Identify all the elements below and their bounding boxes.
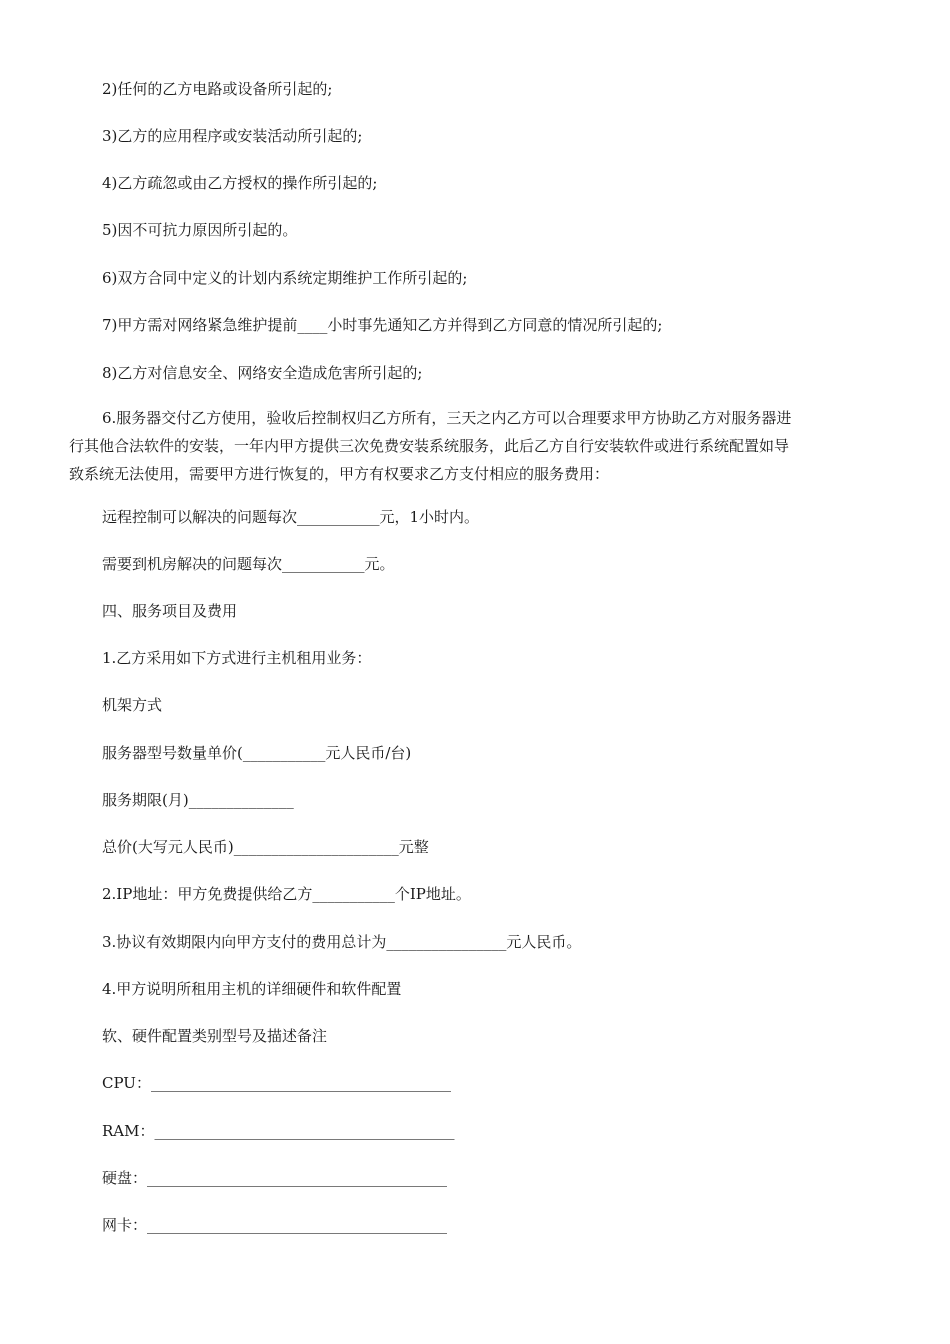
disk-line: 硬盘：________________________________________ xyxy=(102,1169,448,1187)
item-3-total-fee: 3.协议有效期限内向甲方支付的费用总计为________________元人民币。 xyxy=(102,933,582,951)
paragraph-6-line-3: 致系统无法使用，需要甲方进行恢复的，甲方有权要求乙方支付相应的服务费用： xyxy=(69,465,610,483)
remote-fee-line: 远程控制可以解决的问题每次___________元，1小时内。 xyxy=(102,508,480,526)
clause-5: 5)因不可抗力原因所引起的。 xyxy=(102,221,298,239)
clause-4: 4)乙方疏忽或由乙方授权的操作所引起的; xyxy=(102,174,378,192)
item-1: 1.乙方采用如下方式进行主机租用业务： xyxy=(102,649,372,667)
ram-line: RAM：________________________________________ xyxy=(102,1122,455,1140)
nic-line: 网卡：________________________________________ xyxy=(102,1216,448,1234)
total-price: 总价(大写元人民币)______________________元整 xyxy=(102,838,429,856)
paragraph-6-line-1: 6.服务器交付乙方使用，验收后控制权归乙方所有，三天之内乙方可以合理要求甲方协助乙方对服务器进 xyxy=(102,409,792,427)
clause-7: 7)甲方需对网络紧急维护提前____小时事先通知乙方并得到乙方同意的情况所引起的; xyxy=(102,316,663,334)
clause-2: 2)任何的乙方电路或设备所引起的; xyxy=(102,80,333,98)
paragraph-6 xyxy=(69,404,889,488)
config-header: 软、硬件配置类别型号及描述备注 xyxy=(102,1027,328,1045)
paragraph-6-line-2: 行其他合法软件的安装，一年内甲方提供三次免费安装系统服务，此后乙方自行安装软件或进行系统配置如导 xyxy=(69,437,790,455)
item-4-config: 4.甲方说明所租用主机的详细硬件和软件配置 xyxy=(102,980,402,998)
section-heading-4: 四、服务项目及费用 xyxy=(102,602,238,620)
service-period: 服务期限(月)______________ xyxy=(102,791,294,809)
item-2-ip: 2.IP地址：甲方免费提供给乙方___________个IP地址。 xyxy=(102,885,471,903)
onsite-fee-line: 需要到机房解决的问题每次___________元。 xyxy=(102,555,395,573)
clause-3: 3)乙方的应用程序或安装活动所引起的; xyxy=(102,127,363,145)
cpu-line: CPU：________________________________________ xyxy=(102,1074,451,1092)
clause-6: 6)双方合同中定义的计划内系统定期维护工作所引起的; xyxy=(102,269,468,287)
server-unit-price: 服务器型号数量单价(___________元人民币/台) xyxy=(102,744,412,762)
clause-8: 8)乙方对信息安全、网络安全造成危害所引起的; xyxy=(102,364,423,382)
rack-mode: 机架方式 xyxy=(102,696,163,714)
